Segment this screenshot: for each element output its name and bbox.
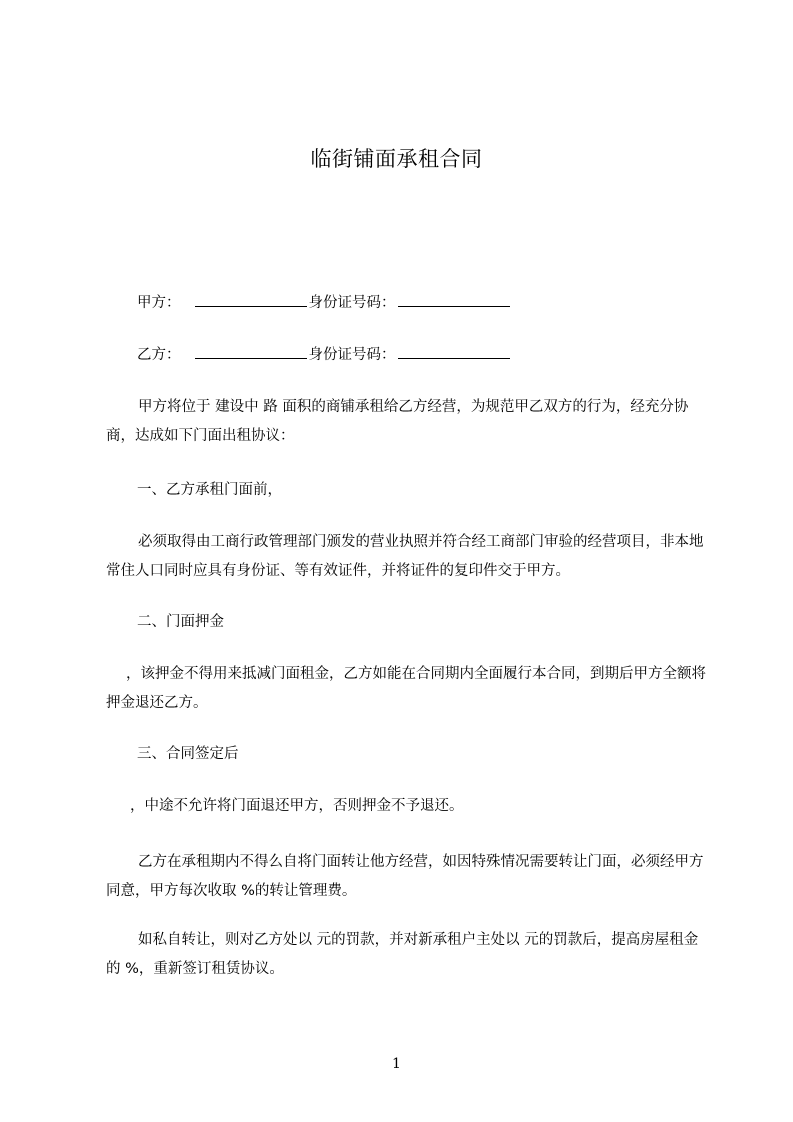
party-b-label: 乙方： [137, 347, 181, 363]
party-b-id-blank [398, 344, 510, 359]
page-number: 1 [392, 1056, 401, 1072]
section1-heading: 一、乙方承租门面前， [137, 482, 282, 498]
party-a-id-blank [398, 292, 510, 307]
party-a-id-label: 身份证号码： [308, 295, 396, 311]
intro-paragraph: 甲方将位于 建设中 路 面积的商铺承租给乙方经营，为规范甲乙双方的行为，经充分协商，达成如下门面出租协议： [106, 399, 689, 444]
document-title: 临街铺面承租合同 [310, 147, 483, 171]
section1-body: 必须取得由工商行政管理部门颁发的营业执照并符合经工商部门审验的经营项目，非本地常住人口同时应具有身份证、等有效证件，并将证件的复印件交于甲方。 [106, 534, 704, 579]
party-a-label: 甲方： [137, 295, 181, 311]
section3-body3: 如私自转让，则对乙方处以 元的罚款，并对新承租户主处以 元的罚款后，提高房屋租金的 %，重新签订租赁协议。 [106, 932, 699, 977]
section3-body1: ，中途不允许将门面退还甲方，否则押金不予退还。 [130, 798, 464, 814]
party-b-line [137, 344, 510, 365]
party-a-name-blank [195, 292, 307, 307]
party-a-line [137, 292, 510, 313]
party-b-id-label: 身份证号码： [308, 347, 396, 363]
section2-heading: 二、门面押金 [137, 614, 224, 630]
party-b-name-blank [195, 344, 307, 359]
section3-heading: 三、合同签定后 [137, 746, 239, 762]
section3-body2: 乙方在承租期内不得么自将门面转让他方经营，如因特殊情况需要转让门面，必须经甲方同意，甲方每次收取 %的转让管理费。 [106, 854, 704, 899]
section2-body: ，该押金不得用来抵减门面租金，乙方如能在合同期内全面履行本合同，到期后甲方全额将押金退还乙方。 [106, 666, 706, 711]
